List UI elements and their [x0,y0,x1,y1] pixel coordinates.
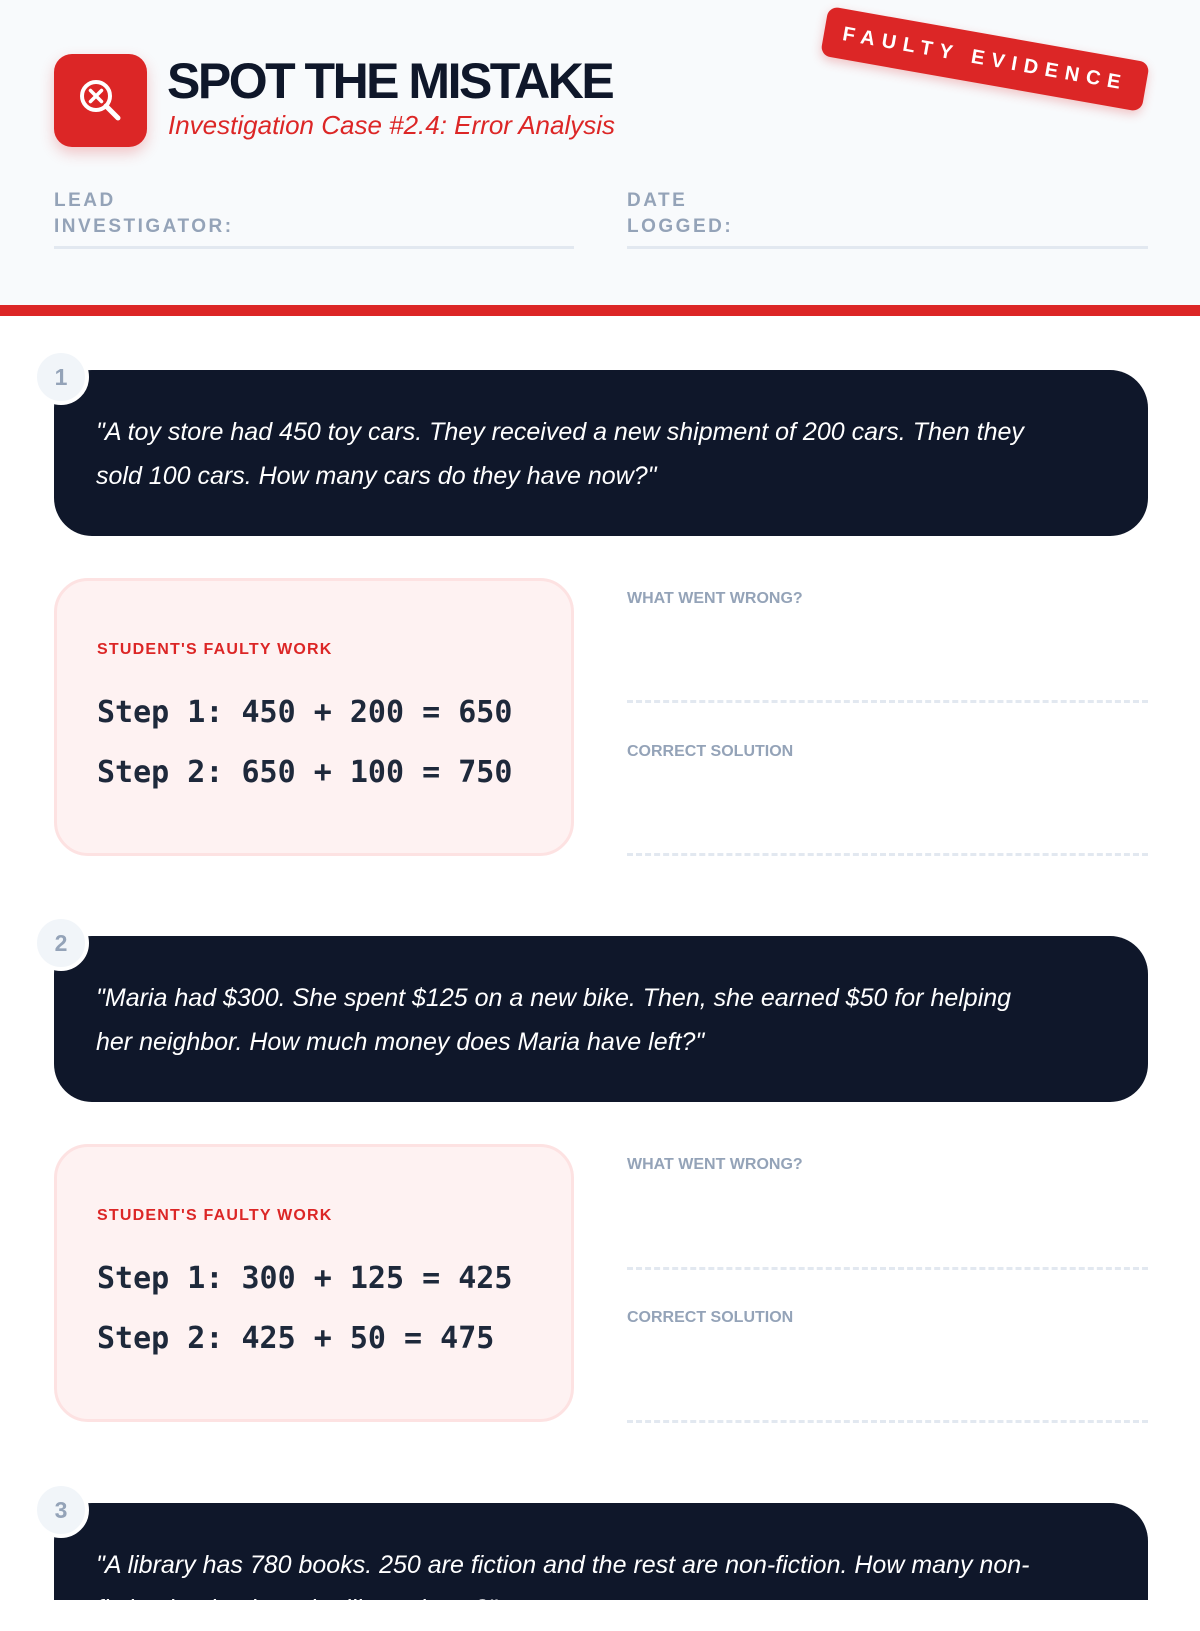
problem-card [54,1503,1148,1623]
what-went-wrong-label: WHAT WENT WRONG? [627,590,803,607]
problem-number-badge: 1 [33,349,89,405]
problem-number-badge: 2 [33,915,89,971]
work-step: Step 2: 650 + 100 = 750 [97,755,513,790]
lead-investigator-field[interactable] [54,246,574,249]
faulty-work-label: STUDENT'S FAULTY WORK [97,641,333,658]
date-logged-label: DATE LOGGED: [627,190,734,237]
correct-solution-answer-line[interactable] [627,1420,1148,1423]
faulty-work-label: STUDENT'S FAULTY WORK [97,1207,333,1224]
date-logged-field[interactable] [627,246,1148,249]
page-title: SPOT THE MISTAKE [167,53,613,109]
problem-card [54,370,1148,536]
problem-card [54,936,1148,1102]
problem-text: "A library has 780 books. 250 are fiction and the rest are non-fiction. How many non-fiction books does the library have?" [96,1551,1030,1623]
correct-solution-label: CORRECT SOLUTION [627,1309,794,1326]
problem-text: "Maria had $300. She spent $125 on a new bike. Then, she earned $50 for helping her neighbor. How much money does Maria have left?" [96,984,1012,1056]
faulty-work-box [54,1144,574,1422]
lead-investigator-label: LEAD INVESTIGATOR: [54,190,234,237]
logo-badge [54,54,147,147]
what-went-wrong-label: WHAT WENT WRONG? [627,1156,803,1173]
problem-text: "A toy store had 450 toy cars. They received a new shipment of 200 cars. Then they sold 100 cars. How many cars do they have now?" [96,418,1024,490]
work-step: Step 2: 425 + 50 = 475 [97,1321,495,1356]
correct-solution-answer-line[interactable] [627,853,1148,856]
faulty-work-box [54,578,574,856]
page-subtitle: Investigation Case #2.4: Error Analysis [168,110,616,140]
problem-number-badge: 3 [33,1482,89,1538]
work-step: Step 1: 450 + 200 = 650 [97,695,513,730]
header-divider [0,305,1200,316]
what-went-wrong-answer-line[interactable] [627,700,1148,703]
faulty-evidence-stamp: FAULTY EVIDENCE [820,6,1150,112]
work-step: Step 1: 300 + 125 = 425 [97,1261,513,1296]
magnifier-x-icon [76,76,126,126]
correct-solution-label: CORRECT SOLUTION [627,743,794,760]
what-went-wrong-answer-line[interactable] [627,1267,1148,1270]
